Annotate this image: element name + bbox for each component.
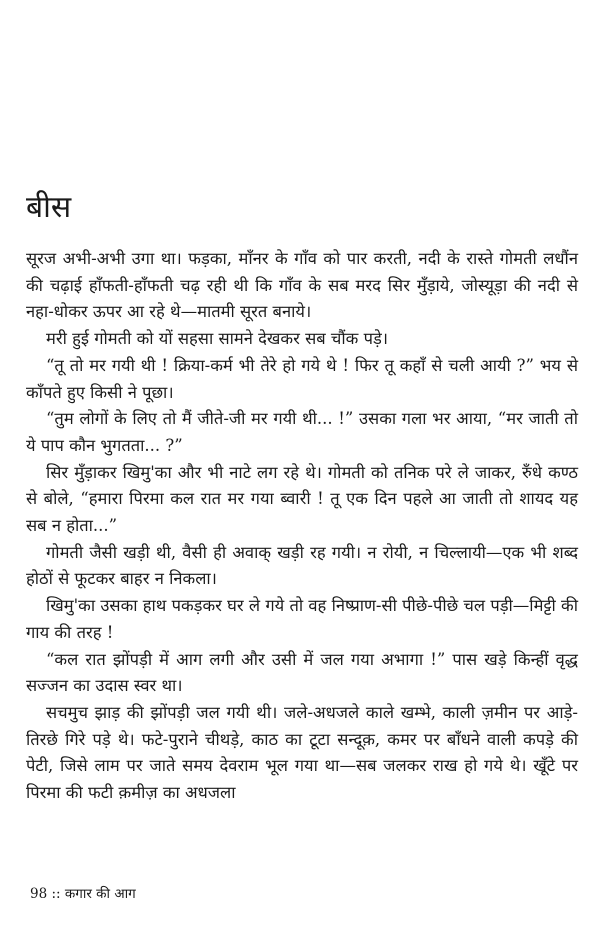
paragraph: गोमती जैसी खड़ी थी, वैसी ही अवाक् खड़ी रह गयी। न रोयी, न चिल्लायी—एक भी शब्द होठों से फूटकर बाहर न निकला। [26, 542, 578, 589]
page-footer [30, 885, 136, 903]
paragraph: सिर मुँड़ाकर खिमु'का और भी नाटे लग रहे थे। गोमती को तनिक परे ले जाकर, रुँधे कण्ठ से बोले, “हमारा पिरमा कल रात मर गया ब्वारी ! तू एक दिन पहले आ जाती तो शायद यह सब न होता...” [26, 462, 578, 536]
body-text [26, 246, 578, 807]
paragraph: “तुम लोगों के लिए तो मैं जीते-जी मर गयी थी... !” उसका गला भर आया, “मर जाती तो ये पाप कौन भुगतता... ?” [26, 409, 578, 455]
paragraph: “कल रात झोंपड़ी में आग लगी और उसी में जल गया अभागा !” पास खड़े किन्हीं वृद्ध सज्जन का उदास स्वर था। [26, 649, 578, 696]
book-title: कगार की आग [64, 886, 136, 902]
paragraph: “तू तो मर गयी थी ! क्रिया-कर्म भी तेरे हो गये थे ! फिर तू कहाँ से चली आयी ?” भय से काँपते हुए किसी ने पूछा। [26, 355, 578, 402]
paragraph: सचमुच झाड़ की झोंपड़ी जल गयी थी। जले-अधजले काले खम्भे, काली ज़मीन पर आड़े-तिरछे गिरे पड़े थे। फटे-पुराने चीथड़े, काठ का टूटा सन्दूक़, कमर पर बाँधने वाली कपड़े की पेटी, जिसे लाम पर जाते समय देवराम भूल गया था—सब जलकर राख हो गये थे। खूँटे पर पिरमा की फटी क़मीज़ का अधजला [26, 702, 578, 803]
paragraph: सूरज अभी-अभी उगा था। फड़का, माँनर के गाँव को पार करती, नदी के रास्ते गोमती लधौंन की चढ़ाई हाँफती-हाँफती चढ़ रही थी कि गाँव के सब मरद सिर मुँड़ाये, जोस्यूड़ा की नदी से नहा-धोकर ऊपर आ रहे थे—मातमी सूरत बनाये। [26, 249, 578, 322]
page-number: 98 [30, 886, 48, 902]
chapter-title: बीस [26, 190, 72, 225]
footer-separator: :: [51, 886, 61, 902]
paragraph: खिमु'का उसका हाथ पकड़कर घर ले गये तो वह निष्प्राण-सी पीछे-पीछे चल पड़ी—मिट्टी की गाय की तरह ! [26, 596, 578, 642]
paragraph: मरी हुई गोमती को यों सहसा सामने देखकर सब चौंक पड़े। [46, 329, 389, 349]
